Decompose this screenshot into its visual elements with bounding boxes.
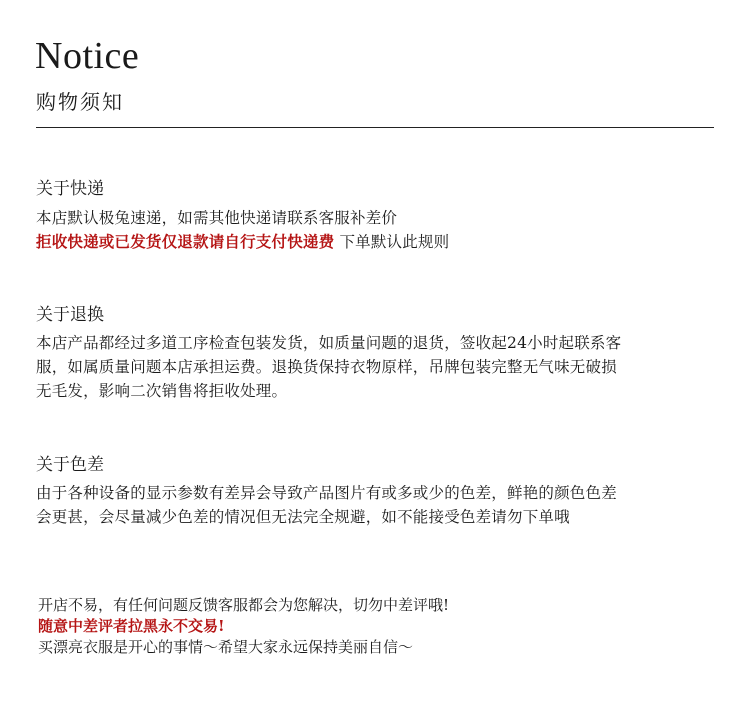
- shipping-line-1: 本店默认极兔速递，如需其他快递请联系客服补差价: [36, 209, 398, 227]
- section-title-shipping: 关于快递: [36, 179, 104, 199]
- section-title-returns: 关于退换: [36, 305, 104, 325]
- footer-line-3: 买漂亮衣服是开心的事情～希望大家永远保持美丽自信～: [38, 638, 414, 656]
- section-body-shipping: [36, 206, 716, 254]
- section-body-color: [36, 481, 716, 529]
- footer-warning-red: 随意中差评者拉黑永不交易!: [38, 617, 225, 635]
- returns-line-3: 无毛发，影响二次销售将拒收处理。: [36, 382, 288, 400]
- color-line-1: 由于各种设备的显示参数有差异会导致产品图片有或多或少的色差，鲜艳的颜色色差: [36, 484, 617, 502]
- color-line-2: 会更甚，会尽量减少色差的情况但无法完全规避，如不能接受色差请勿下单哦: [36, 508, 570, 526]
- shipping-warning-red: 拒收快递或已发货仅退款请自行支付快递费: [36, 232, 335, 251]
- footer-line-1: 开店不易，有任何问题反馈客服都会为您解决，切勿中差评哦!: [38, 596, 450, 614]
- returns-line-1: 本店产品都经过多道工序检查包装发货，如质量问题的退货，签收起24小时起联系客: [36, 334, 622, 352]
- returns-line-2: 服，如属质量问题本店承担运费。退换货保持衣物原样，吊牌包装完整无气味无破损: [36, 358, 617, 376]
- section-body-returns: [36, 331, 716, 403]
- page-title-cn: 购物须知: [36, 90, 124, 114]
- shipping-line-2-rest: 下单默认此规则: [339, 233, 450, 251]
- header-divider: [36, 127, 714, 128]
- section-title-color: 关于色差: [36, 455, 104, 475]
- footer-notice: [38, 595, 718, 658]
- shipping-line-2: [36, 230, 716, 254]
- page-title-en: Notice: [35, 35, 140, 77]
